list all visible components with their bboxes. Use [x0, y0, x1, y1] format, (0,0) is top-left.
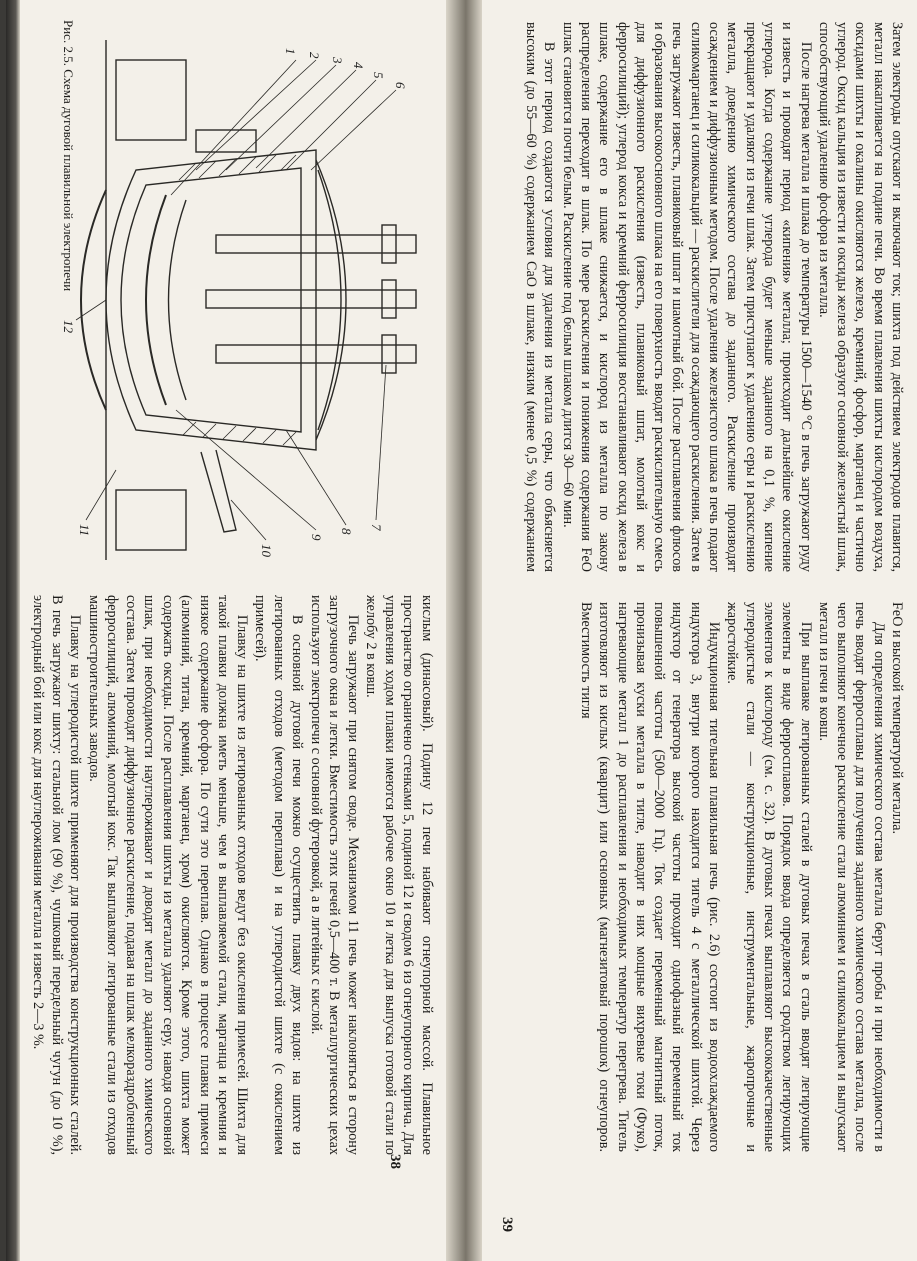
left-text-column — [30, 595, 436, 1155]
charge-door — [196, 130, 256, 152]
figure-label: 12 — [61, 320, 76, 333]
figure-label: 7 — [369, 524, 384, 531]
figure-label: 2 — [307, 52, 322, 59]
figure-label: 11 — [77, 524, 92, 537]
figure-label: 1 — [283, 48, 298, 55]
figure-label: 4 — [351, 62, 366, 69]
paragraph: Для определения химического состава металла берут пробы и при необходимости в печь вводят ферросплавы для получения заданного химического состава металла, после чего выполняют конечное раскисление стали алюминием и силикокальцием и выпускают металл из печи в ковш. — [815, 602, 887, 1152]
paragraph: После нагрева металла и шлака до температуры 1500—1540 °С в печь загружают руду и известь и проводят период «кипения» металла; происходит дальнейшее окисление углерода. Когда содержание углерода будет меньше заданного на 0,1 %, кипение прекращают и удаляют из печи шлак. Затем приступают к удалению серы и раскислению металла, доведению химического состава до заданного. Раскисление производят осаждением и диффузионным методом. После удаления железистого шлака в печь подают силикомарганец и силикокальций — раскислители для осаждающего раскисления. Затем в печь загружают известь, плавиковый шпат и шамотный бой. После расплавления флюсов и образования высокоосновного шлака на его поверхность вводят раскислительную смесь для диффузионного раскисления (известь, плавиковый шпат, молотый кокс и ферросилиций); углерод кокса и кремний ферросилиция восстанавливают оксид железа в шлаке, содержание его в шлаке снижается, и кислород из металла по закону распределения переходит в шлак. По мере раскисления и понижения содержания FeO шлак становится почти белым. Раскисление под белым шлаком длится 30—60 мин. — [559, 22, 814, 572]
book-edge — [6, 0, 20, 1261]
paragraph: В этот период создаются условия для удаления из металла серы, что объясняется высоким (до 55—60 %) содержанием CaO в шлаке, низким (менее 0,5 %) содержанием FeO и высокой температурой металла. — [523, 22, 905, 835]
figure-label: 10 — [259, 544, 274, 557]
book-spread — [6, 0, 917, 1261]
left-page — [30, 10, 436, 1235]
paragraph: В основной дуговой печи можно осуществить плавку двух видов: на шихте из легированных отходов (методом переплава) и на углеродистой шихте (с окислением примесей). — [252, 595, 306, 1155]
figure-caption: Рис. 2.5. Схема дуговой плавильной электропечи — [61, 20, 76, 292]
paragraph: Индукционная тигельная плавильная печь (рис. 2.6) состоит из водоохлаждаемого индуктора 3, внутри которого находится тигель 4 с металлической шихтой. Через индуктор от генератора высокой частоты проходит однофазный переменный ток повышенной частоты (500—2000 Гц). Ток создает переменный магнитный поток, пронизывая куски металла в тигле, наводит в них мощные вихревые токи (Фуко), нагревающие металл 1 до расплавления и необходимых температур перегрева. Тигель изготовляют из кислых (кварцит) или основных (магнезитовый порошок) огнеупоров. Вместимость тигля — [577, 602, 723, 1152]
book-gutter — [446, 0, 482, 1261]
figure-label: 9 — [309, 534, 324, 541]
right-page — [496, 12, 906, 1234]
paragraph: При выплавке легированных сталей в дуговых печах в сталь вводят легирующие элементы в виде ферросплавов. Порядок ввода определяется сродством легирующих элементов к кислороду (см. с. 32). В дуговых печах выплавляют высококачественные углеродистые стали — конструкционные, инструментальные, жаропрочные и жаростойкие. — [724, 602, 814, 1152]
figure-label: 6 — [393, 82, 408, 89]
right-text-column — [506, 22, 906, 1152]
figure-label: 8 — [339, 528, 354, 535]
tilt-rocker — [81, 190, 106, 410]
furnace-shell — [106, 150, 316, 450]
paragraph: Печь загружают при снятом своде. Механизмом 11 печь может наклоняться в сторону загрузочного окна и летки. Вместимость этих печей 0,5—400 т. В металлургических цехах используют электропечи с основной футеровкой, а в литейных с кислой. — [308, 595, 361, 1155]
electrode-2 — [206, 290, 416, 308]
paragraph: Плавку на углеродистой шихте применяют для производства конструкционных сталей. В печь загружают шихту: стальной лом (90 %), чушковый передельный чугун (до 10 %), электродный бой или кокс для науглероживания металла и известь 2—3 %. — [30, 595, 84, 1155]
paragraph: Затем электроды опускают и включают ток; шихта под действием электродов плавится, металл накапливается на подине печи. Во время плавления шихты кислородом воздуха, оксидами шихты и окалины окисляются железо, кремний, фосфор, марганец и частично углерод. Оксид кальция из извести и оксиды железа образуют основной железистый шлак, способствующий удалению фосфора из металла. — [815, 22, 905, 572]
tap-spout — [201, 450, 236, 532]
tilt-mechanism — [116, 60, 186, 140]
furnace-diagram — [38, 20, 436, 580]
paragraph: кислым (динасовый). Подину 12 печи набивают огнеупорной массой. Плавильное пространство ограничено стенками 5, подиной 12 и сводом 6 из огнеупорного кирпича. Для управления ходом плавки имеются рабочее окно 10 и летка для выпуска готовой стали по желобу 2 в ковш. — [363, 595, 435, 1155]
paragraph: Плавку на шихте из легированных отходов ведут без окисления примесей. Шихта для такой плавки должна иметь меньше, чем в выплавляемой стали, марганца и кремния и низкое содержание фосфора. По сути это переплав. Однако в процессе плавки примеси (алюминий, титан, кремний, марганец, хром) окисляются. Кроме этого, шихта может содержать оксиды. После расплавления шихты из металла удаляют серу, наводя основной шлак, при необходимости науглероживают и доводят металл до заданного химического состава. Затем проводят диффузионное раскисление, подавая на шлак мелкораздробленный ферросилиций, алюминий, молотый кокс. Так выплавляют легированные стали из отходов машиностроительных заводов. — [86, 595, 250, 1155]
figure-label: 5 — [371, 72, 386, 79]
page-number: 38 — [387, 1154, 403, 1169]
page-number: 39 — [499, 1217, 515, 1232]
figure-label: 3 — [330, 57, 345, 64]
melt-surface — [146, 195, 166, 405]
